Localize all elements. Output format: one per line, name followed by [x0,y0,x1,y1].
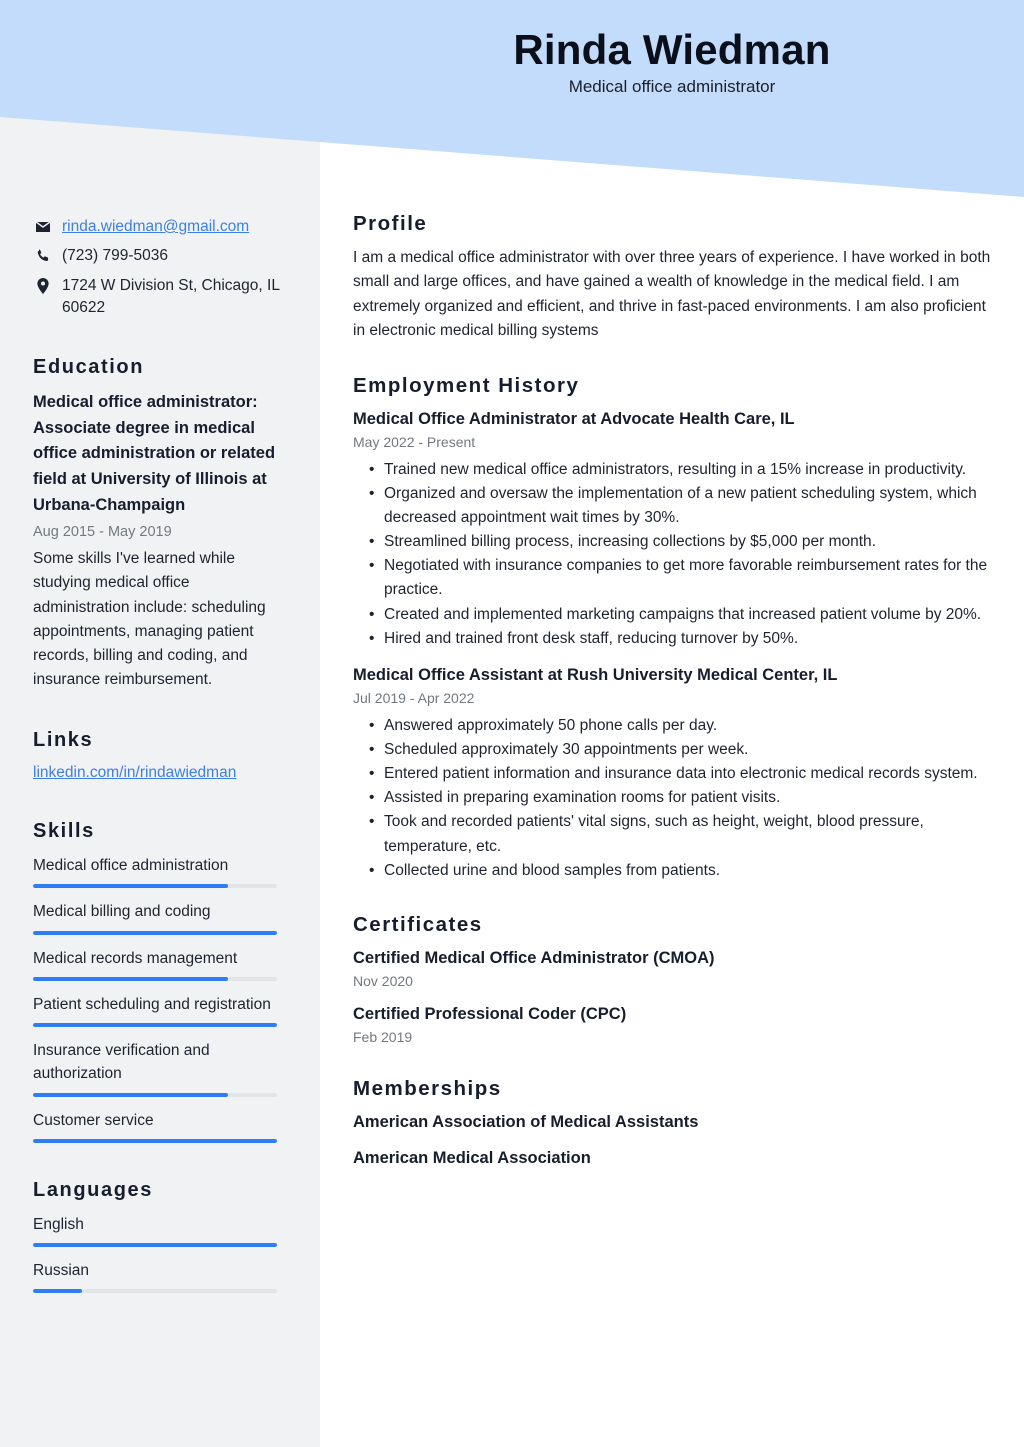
skill-label: Patient scheduling and registration [33,995,271,1013]
skill-label: Medical office administration [33,857,229,875]
skill-meter-fill [33,884,228,888]
skill-item [33,947,287,981]
skill-label: Customer service [33,1111,154,1129]
link-item-linkedin[interactable]: linkedin.com/in/rindawiedman [33,763,237,781]
employment-title: Medical Office Assistant at Rush University Medical Center, IL [353,666,838,684]
membership-item: American Medical Association [353,1149,591,1168]
skill-item [33,900,287,934]
bullet-item: • Collected urine and blood samples from patients. [353,859,994,883]
skill-meter [33,1023,277,1027]
certificate-entry [353,1003,994,1048]
employment-title: Medical Office Administrator at Advocate Health Care, IL [353,409,795,428]
skill-meter-fill [33,1023,277,1027]
languages-heading: Languages [33,1178,153,1201]
employment-date: Jul 2019 - Apr 2022 [353,690,475,707]
phone-icon [33,245,53,263]
language-item [33,1213,287,1247]
location-pin-icon [33,275,53,294]
bullet-item: • Trained new medical office administrators, resulting in a 15% increase in productivity. [353,458,994,482]
skill-item [33,854,287,888]
education-heading: Education [33,355,145,378]
skill-meter-fill [33,1139,277,1143]
employment-entry [353,664,994,883]
education-title: Medical office administrator: Associate degree in medical office administration or related field at University of Illinois at Urbana-Champaign [33,392,276,514]
links-heading: Links [33,728,94,751]
skill-item [33,1039,287,1097]
bullet-item: • Hired and trained front desk staff, reducing turnover by 50%. [353,627,994,651]
candidate-job-title: Medical office administrator [568,77,776,97]
skills-heading: Skills [33,820,95,843]
skill-label: Medical billing and coding [33,903,211,921]
membership-item: American Association of Medical Assistants [353,1113,699,1132]
contact-row-address [33,275,287,320]
certificate-entry [353,947,994,992]
profile-section [353,212,994,344]
profile-text: I am a medical office administrator with over three years of experience. I have worked in both small and large offices, and have gained a wealth of knowledge in the medical field. I am extremely organized and efficient, and thrive in fast-paced environments. I am also proficient in electronic medical billing systems [353,249,991,340]
bullet-item: • Assisted in preparing examination rooms for patient visits. [353,786,994,810]
language-item [33,1259,287,1293]
links-list [33,761,287,784]
certificates-heading: Certificates [353,912,483,936]
education-entry [33,390,287,693]
skill-meter [33,884,277,888]
bullet-item: • Streamlined billing process, increasing collections by $5,000 per month. [353,530,994,554]
language-meter-fill [33,1289,82,1293]
language-meter-fill [33,1243,277,1247]
profile-heading: Profile [353,212,428,235]
language-meter [33,1243,277,1247]
bullet-item: • Took and recorded patients' vital signs, such as height, weight, blood pressure, temperature, etc. [353,810,994,858]
main-content [320,200,1024,1200]
language-label: Russian [33,1262,89,1280]
education-date: Aug 2015 - May 2019 [33,523,172,540]
languages-list [33,1213,287,1294]
bullet-item: • Scheduled approximately 30 appointments per week. [353,738,994,762]
header-text-block [320,0,1024,97]
bullet-item: • Answered approximately 50 phone calls per day. [353,714,994,738]
skill-label: Medical records management [33,949,238,967]
bullet-item: • Negotiated with insurance companies to get more favorable reimbursement rates for the practice. [353,554,994,602]
certificate-title: Certified Medical Office Administrator (CMOA) [353,948,715,967]
memberships-heading: Memberships [353,1077,502,1101]
employment-date: May 2022 - Present [353,434,476,451]
skill-meter [33,1093,277,1097]
contact-address-value: 1724 W Division St, Chicago, IL 60622 [62,276,280,317]
candidate-name: Rinda Wiedman [513,26,831,73]
skill-meter [33,1139,277,1143]
contact-row-phone [33,245,287,267]
skill-label: Insurance verification and authorization [33,1042,210,1083]
sidebar [0,200,320,1305]
employment-entry [353,408,994,651]
contact-list [33,216,287,320]
skills-list [33,854,287,1143]
email-icon [33,216,53,235]
bullet-item: • Entered patient information and insurance data into electronic medical records system. [353,762,994,786]
certificate-date: Nov 2020 [353,972,413,989]
skill-meter-fill [33,931,277,935]
contact-email-value[interactable]: rinda.wiedman@gmail.com [62,218,250,235]
contact-row-email [33,216,287,238]
certificates-section [353,913,994,1047]
employment-bullets [353,458,994,651]
education-description: Some skills I've learned while studying medical office administration include: scheduling appointments, managing patient records, billing and coding, and insurance reimbursement. [33,549,266,689]
skill-meter [33,931,277,935]
skill-meter-fill [33,1093,228,1097]
language-meter [33,1289,277,1293]
skill-item [33,1109,287,1143]
skill-item [33,993,287,1027]
certificate-date: Feb 2019 [353,1028,413,1045]
skill-meter-fill [33,977,228,981]
bullet-item: • Created and implemented marketing campaigns that increased patient volume by 20%. [353,603,994,627]
skill-meter [33,977,277,981]
language-label: English [33,1215,84,1233]
contact-phone-value: (723) 799-5036 [62,247,168,265]
employment-heading: Employment History [353,373,580,397]
memberships-section [353,1077,994,1170]
certificate-title: Certified Professional Coder (CPC) [353,1004,627,1023]
employment-section [353,374,994,883]
employment-bullets [353,714,994,883]
bullet-item: • Organized and oversaw the implementation of a new patient scheduling system, which decreased appointment wait times by 30%. [353,482,994,530]
